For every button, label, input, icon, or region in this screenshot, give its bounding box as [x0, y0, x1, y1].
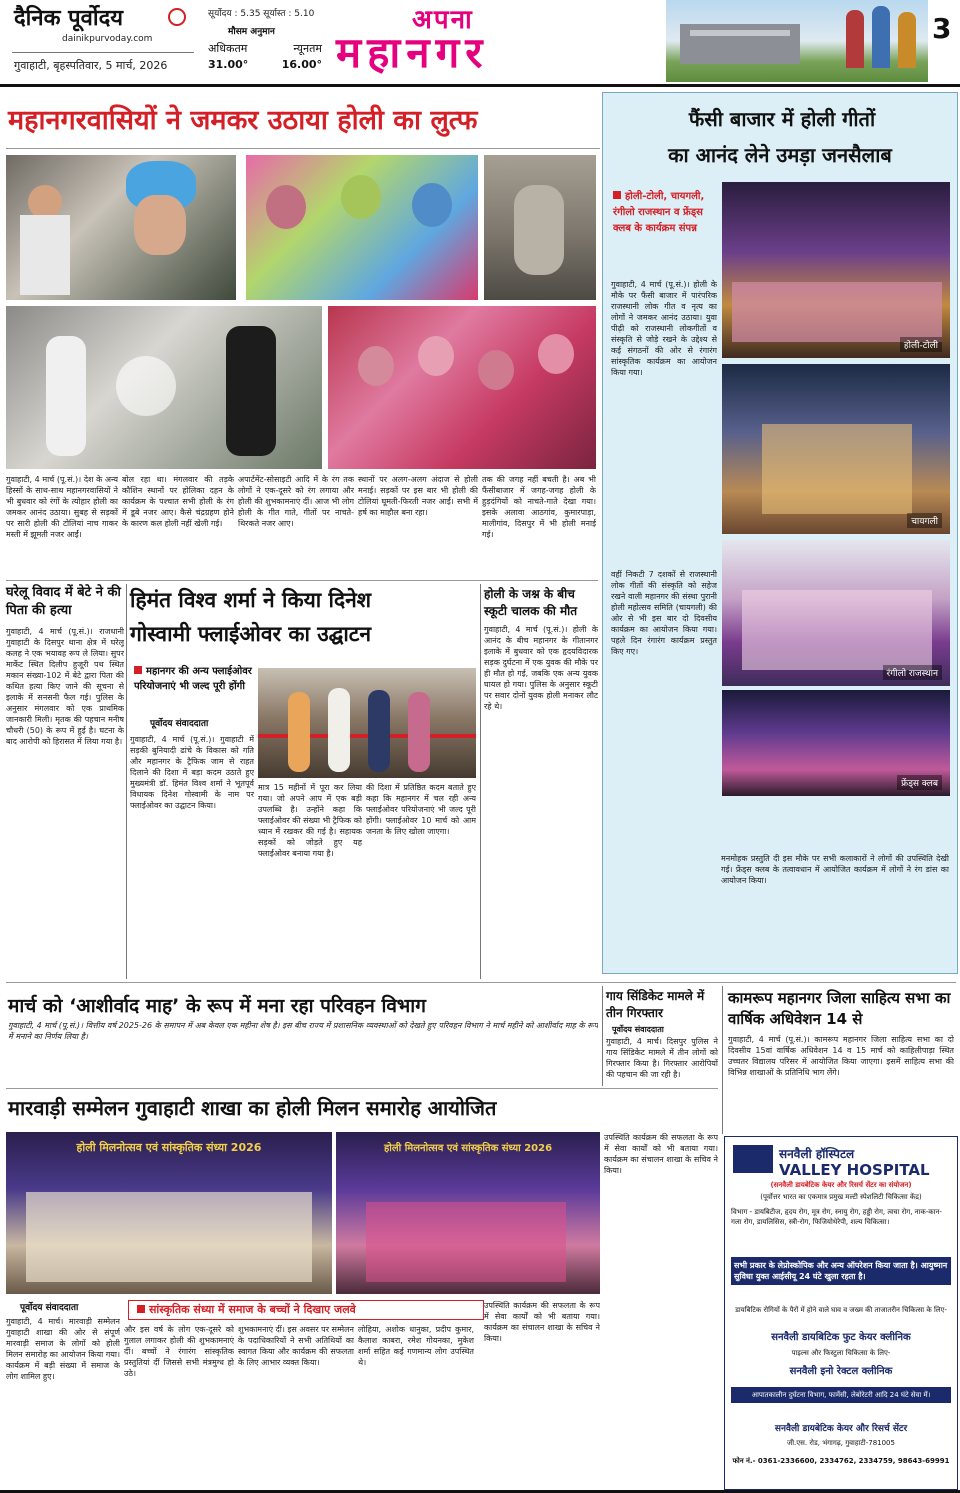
- dateline-divider: [12, 52, 194, 53]
- fancy-subhead-text: होली-टोली, चायगली, रंगीलो राजस्थान व फ्रेंड्स क्लब के कार्यक्रम संपन्न: [613, 191, 705, 234]
- max-temp: 31.00°: [208, 58, 249, 71]
- fancy-body-3: मनमोहक प्रस्तुति दी इस मौके पर सभी कलाकारों ने लोगों की उपस्थिति देखी गई। फ्रेंड्स क्लब के तत्वावधान में आयोजित कार्यक्रम में लोगों ने रंग डांस का आयोजन किया।: [721, 854, 949, 885]
- marwari-body-4: लोहिया, अशोक धानुका, प्रदीप कुमार, कैलाश काबरा, रमेश गोयनका, मुकेश शर्मा सहित कई गणमान्य लोग उपस्थित थे।: [358, 1325, 474, 1367]
- dinesh-headline-2: गोस्वामी फ्लाईओवर का उद्घाटन: [130, 622, 372, 646]
- lead-col-4: स्थानों पर अलग-अलग अंदाज से होली मनाई। सड़कों पर इस बार भी होली की टोलियां घूमती-फिरती नजर आईं। सभी में हर्ष का माहौल बना रहा।: [358, 475, 478, 517]
- dinesh-byline: पूर्वोदय संवाददाता: [150, 719, 209, 729]
- lead-photo-4: [6, 306, 322, 469]
- fancy-caption-3: रंगीलो राजस्थान: [883, 665, 942, 680]
- bullet-icon: [613, 191, 621, 199]
- marwari-body-6: उपस्थिति कार्यक्रम की सफलता के रूप में सेवा कार्यों को भी बताया गया। कार्यक्रम का संचालन शाखा के सचिव ने किया।: [604, 1133, 718, 1175]
- ad-address: जी.एस. रोड, भंगागढ़, गुवाहाटी-781005: [787, 1439, 895, 1447]
- lead-photo-3: [484, 155, 596, 300]
- fancy-headline-2: का आनंद लेने उमड़ा जनसैलाब: [668, 143, 892, 167]
- domestic-body: गुवाहाटी, 4 मार्च (पू.सं.)। राजधानी गुवाहाटी के दिसपुर थाना क्षेत्र में घरेलू कलह ने एक भयावह रूप ले लिया। सुपर मार्केट स्थित दिलीप हुजूरी पथ स्थित मकान संख्या-102 में बेटे द्वारा पिता की कथित हत्या किए जाने की सूचना से इलाके में सनसनी फैल गई। पुलिस के अनुसार मंगलवार को एक प्राथमिक जानकारी मिली। मृतक की पहचान मनीष चौधरी (50) के रूप में हुई है। घटना के बाद आरोपी को हिरासत में लिया गया है।: [6, 627, 124, 746]
- lead-photo-5: [328, 306, 596, 469]
- ad-bottom: सनवैली डायबेटिक केयर और रिसर्च सेंटर: [774, 1424, 908, 1434]
- dateline: गुवाहाटी, बृहस्पतिवार, 5 मार्च, 2026: [14, 59, 168, 72]
- bullet-icon: [137, 1305, 145, 1313]
- sun-times: सूर्योदय : 5.35 सूर्यास्त : 5.10: [208, 9, 315, 19]
- lead-photo-2: [246, 155, 478, 300]
- ad-logo-text: सनवैली हॉस्पिटल: [779, 1147, 855, 1161]
- marwari-body-1: गुवाहाटी, 4 मार्च। मारवाड़ी सम्मेलन गुवाहाटी शाखा की ओर से संपूर्ण मारवाड़ी समाज के लोगों को होली मिलन समारोह का आयोजन किया गया। कार्यक्रम में बड़ी संख्या में समाज के लोग शामिल हुए।: [6, 1317, 120, 1381]
- parivahan-body: गुवाहाटी, 4 मार्च (पू.सं.)। वित्तीय वर्ष 2025-26 के समापन में अब केवल एक महीना शेष है। इस बीच राज्य में प्रशासनिक व्यवस्थाओं को देखते हुए परिवहन विभाग ने मार्च महीने को आशीर्वाद माह के रूप में मनाने का निर्णय लिया है।: [8, 1021, 598, 1041]
- row3-rule: [6, 982, 956, 983]
- ad-tagline: (सनवैली डायबेटिक केयर और रिसर्च सेंटर का संयोजन): [770, 1181, 912, 1189]
- section-top: अपना: [412, 5, 474, 35]
- dinesh-subhead-text: महानगर की अन्य फ्लाईओवर परियोजनाएं भी जल्द पूरी होंगी: [134, 666, 252, 692]
- fancy-photo-1: [722, 182, 950, 358]
- lead-col-5: तक की जगह नहीं बचती है। अब भी फैंसीबाजार में जगह-जगह होली के हुड़दंगियों को नाचते-गाते देखा गया। इसके अलावा आठगांव, कुमारपाड़ा, मालीगांव, दिसपुर में भी होली मनाई गई।: [482, 475, 596, 539]
- sahitya-body: गुवाहाटी, 4 मार्च (पू.सं.)। कामरूप महानगर जिला साहित्य सभा का दो दिवसीय 15वां वार्षिक अधिवेशन 14 व 15 मार्च को काहिलीपाड़ा स्थित उच्चतर विद्यालय परिसर में आयोजित किया जाएगा। इसमें साहित्य सभा की विभिन्न शाखाओं के प्रतिनिधि भाग लेंगे।: [728, 1035, 954, 1077]
- min-temp: 16.00°: [281, 58, 322, 71]
- scooty-body: गुवाहाटी, 4 मार्च (पू.सं.)। होली के आनंद के बीच महानगर के गीतानगर इलाके में बुधवार को एक हृदयविदारक सड़क दुर्घटना में एक युवक की मौके पर ही मौत हो गई, जबकि एक अन्य युवक घायल हो गया। पुलिस के अनुसार स्कूटी पर सवार दोनों युवक होली मनाकर लौट रहे थे।: [484, 625, 598, 711]
- fancy-headline-1: फैंसी बाजार में होली गीतों: [688, 107, 876, 131]
- marwari-body-2: और इस वर्ष के लोग एक-दूसरे को गुलाल लगाकर होली की शुभकामनाएं दीं। बच्चों ने रंगारंग सांस्कृतिक प्रस्तुतियां दीं जिससे सभी मंत्रमुग्ध हो उठे।: [124, 1325, 234, 1378]
- fancy-body-1: गुवाहाटी, 4 मार्च (पू.सं.)। होली के मौके पर फैंसी बाजार में पारंपरिक राजस्थानी लोक गीत व नृत्य का लोगों ने जमकर आनंद उठाया। युवा पीढ़ी को राजस्थानी लोकगीतों व संस्कृति से जोड़े रखने के उद्देश्य से कई संगठनों की ओर से रंगारंग सांस्कृतिक कार्यक्रम का आयोजन किया गया।: [611, 280, 717, 377]
- dinesh-body-3: की दिशा में प्रतिष्ठित कदम बताते हुए कहा कि महानगर में चल रही अन्य फ्लाईओवर परियोजनाएं भी जल्द पूरी होंगी। फ्लाईओवर 10 मार्च को आम जनता के लिए खोला जाएगा।: [366, 783, 476, 836]
- weather-label: मौसम अनुमान: [228, 27, 275, 37]
- fancy-caption-1: होली-टोली: [900, 337, 942, 352]
- fancy-caption-4: फ्रेंड्स क्लब: [897, 775, 942, 790]
- ad-foot-clinic: सनवैली डायबिटिक फुट केयर क्लीनिक: [771, 1332, 911, 1343]
- scooty-headline: होली के जश्न के बीच स्कूटी चालक की मौत: [484, 587, 578, 618]
- gaay-headline: गाय सिंडिकेट मामले में तीन गिरफ्तार: [606, 989, 705, 1020]
- ad-logo-icon: [733, 1145, 773, 1173]
- lead-col-2: बोल रहा था। मंगलवार की तड़के कौशिन स्थानों पर होलिका दहन के कार्यक्रम के पश्चात सभी होली के रंग में डूबे नजर आए। कैसे चंद्रग्रहण होने के कारण कल होली नहीं खेली गई।: [122, 475, 234, 528]
- masthead-rule: [0, 84, 960, 87]
- col-divider-1: [126, 584, 127, 979]
- weather-box: [208, 6, 322, 76]
- fancy-photo-2: [722, 364, 950, 534]
- fancy-body-2: वहीं निकटी 7 दशकों से राजस्थानी लोक गीतों की संस्कृति को सहेज रखने वाली महानगर की संस्था पुरानी होली महोत्सव समिति (चायगली) की ओर से भी इस बार दो दिवसीय कार्यक्रम का आयोजन किया गया। पहले दिन रंगारंग कार्यक्रम प्रस्तुत किए गए।: [611, 570, 717, 656]
- page-number: 3: [932, 12, 952, 45]
- fancy-subhead: [613, 189, 717, 237]
- ad-emergency: आपातकालीन दुर्घटना विभाग, फार्मेसी, लेबोरेटरी आदि 24 घंटे सेवा में।: [731, 1387, 951, 1403]
- masthead-photo: [666, 0, 928, 82]
- marwari-photo-2: [336, 1132, 600, 1294]
- dinesh-photo: [258, 668, 476, 778]
- bullet-icon: [134, 666, 142, 674]
- fancy-photo-3: [722, 540, 950, 686]
- ad-line-foot: डायबिटिक रोगियों के पैरों में होने वाले घाव व जख्म की ताजातरीन चिकित्सा के लिए-: [735, 1306, 947, 1314]
- row4-rule: [6, 1088, 718, 1089]
- ad-highlight: सभी प्रकार के लेप्रोस्कोपिक और अन्य ऑपरेशन किया जाता है। आयुष्मान सुविधा युक्त आईसीयू 24 घंटे खुला रहता है।: [731, 1257, 951, 1285]
- section-title: [326, 0, 666, 84]
- marwari-subhead-text: सांस्कृतिक संध्या में समाज के बच्चों ने दिखाए जलवे: [149, 1303, 356, 1316]
- gaay-body: गुवाहाटी, 4 मार्च। दिसपुर पुलिस ने गाय सिंडिकेट मामले में तीन लोगों को गिरफ्तार किया है। गिरफ्तार आरोपियों की पहचान की जा रही है।: [606, 1037, 718, 1079]
- parivahan-headline: मार्च को ‘आशीर्वाद माह’ के रूप में मना रहा परिवहन विभाग: [8, 995, 426, 1017]
- ad-hospital-name: VALLEY HOSPITAL: [779, 1161, 930, 1179]
- masthead: [0, 0, 960, 84]
- col-divider-4: [722, 986, 723, 1134]
- dinesh-headline-1: हिमंत विश्व शर्मा ने किया दिनेश: [130, 588, 372, 612]
- sahitya-headline: कामरूप महानगर जिला साहित्य सभा का वार्षिक अधिवेशन 14 से: [728, 989, 951, 1028]
- dinesh-body-1: गुवाहाटी, 4 मार्च (पू.सं.)। गुवाहाटी में सड़की बुनियादी ढांचे के विकास को गति और महानगर के ट्रैफिक जाम से राहत दिलाने की दिशा में बड़ा कदम उठाते हुए मुख्यमंत्री डॉ. हिमंत विश्व शर्मा ने भूतपूर्व विधायक दिनेश गोस्वामी के नाम पर फ्लाईओवर का उद्घाटन किया।: [130, 735, 254, 810]
- marwari-photo-1: [6, 1132, 332, 1294]
- max-label: अधिकतम: [208, 42, 248, 55]
- marwari-subhead: [128, 1300, 484, 1320]
- fancy-photo-4: [722, 690, 950, 796]
- lead-rule: [6, 148, 600, 149]
- lead-headline: महानगरवासियों ने जमकर उठाया होली का लुत्फ: [8, 105, 478, 136]
- ad-departments: विभाग - डायबिटीज, हृदय रोग, मूत्र रोग, स्नायु रोग, हड्डी रोग, त्वचा रोग, नाक-कान-गला रोग, डायलिसिस, स्त्री-रोग, फिजियोथेरेपी, शल्य चिकित्सा।: [731, 1208, 942, 1226]
- row2-rule: [6, 580, 598, 581]
- website: dainikpurvoday.com: [62, 34, 153, 44]
- marwari-headline: मारवाड़ी सम्मेलन गुवाहाटी शाखा का होली मिलन समारोह आयोजित: [8, 1096, 497, 1120]
- ad-piles: पाइल्स और फिस्टुला चिकित्सा के लिए-: [791, 1349, 891, 1357]
- ad-eno: सनवैली इनो रेक्टल क्लीनिक: [789, 1366, 893, 1377]
- lead-col-3: अपार्टमेंट-सोसाइटी आदि में के रंग तक लोगों ने एक-दूसरे को रंग लगाया और होली की शुभकामनाएं दीं। आज भी लोग होली के गीत गाते, गीतों पर नाचते-थिरकते नजर आए।: [238, 475, 354, 528]
- ad-tagline-2: (पूर्वोत्तर भारत का एकमात्र प्रमुख मल्टी स्पेशलिटी चिकित्सा केंद्र): [760, 1193, 922, 1201]
- col-divider-2: [480, 584, 481, 979]
- dinesh-body-2: मात्र 15 महीनों में पूरा कर लिया गया। जो अपने आप में एक बड़ी उपलब्धि है। उन्होंने कहा कि फ्लाईओवर की संख्या भी ट्रैफिक को ध्यान में रखकर की गई है। सहायक सड़कों को जोड़ते हुए यह फ्लाईओवर बनाया गया है।: [258, 783, 362, 858]
- paper-logo-icon: [168, 8, 186, 26]
- col-divider-3: [602, 986, 603, 1086]
- marwari-body-5: उपस्थिति कार्यक्रम की सफलता के रूप में सेवा कार्यों को भी बताया गया। कार्यक्रम का संचालन शाखा के सचिव ने किया।: [484, 1301, 600, 1343]
- marwari-banner-1: होली मिलनोत्सव एवं सांस्कृतिक संध्या 2026: [76, 1141, 262, 1154]
- marwari-byline: पूर्वोदय संवाददाता: [20, 1303, 79, 1313]
- min-label: न्यूनतम: [293, 42, 322, 55]
- domestic-headline: घरेलू विवाद में बेटे ने की पिता की हत्या: [6, 585, 121, 618]
- lead-photo-1: [6, 155, 236, 300]
- fancy-caption-2: चायगली: [907, 513, 942, 528]
- marwari-banner-2: होली मिलनोत्सव एवं सांस्कृतिक संध्या 2026: [383, 1143, 553, 1154]
- paper-name: दैनिक पूर्वोदय: [14, 6, 124, 31]
- marwari-body-3: शुभकामनाएं दीं। इस अवसर पर सम्मेलन के पदाधिकारियों ने सभी अतिथियों का स्वागत किया और कार्यक्रम की सफलता के लिए आभार व्यक्त किया।: [238, 1325, 354, 1367]
- gaay-byline: पूर्वोदय संवाददाता: [612, 1025, 664, 1034]
- hospital-ad: [724, 1136, 958, 1490]
- ad-phone: फोन नं.- 0361-2336600, 2334762, 2334759, 98643-69991: [732, 1457, 950, 1465]
- dinesh-subhead: [134, 664, 254, 694]
- lead-col-1: गुवाहाटी, 4 मार्च (पू.सं.)। देश के अन्य हिस्सों के साथ-साथ महानगरवासियों ने भी बुधवार को रंगों के त्योहार होली का जमकर आनंद उठाया। सुबह से सड़कों पर सारी होली की टोलियां नाच गाकर मस्ती में झूमती नजर आईं।: [6, 475, 118, 539]
- section-main: महानगर: [336, 28, 489, 77]
